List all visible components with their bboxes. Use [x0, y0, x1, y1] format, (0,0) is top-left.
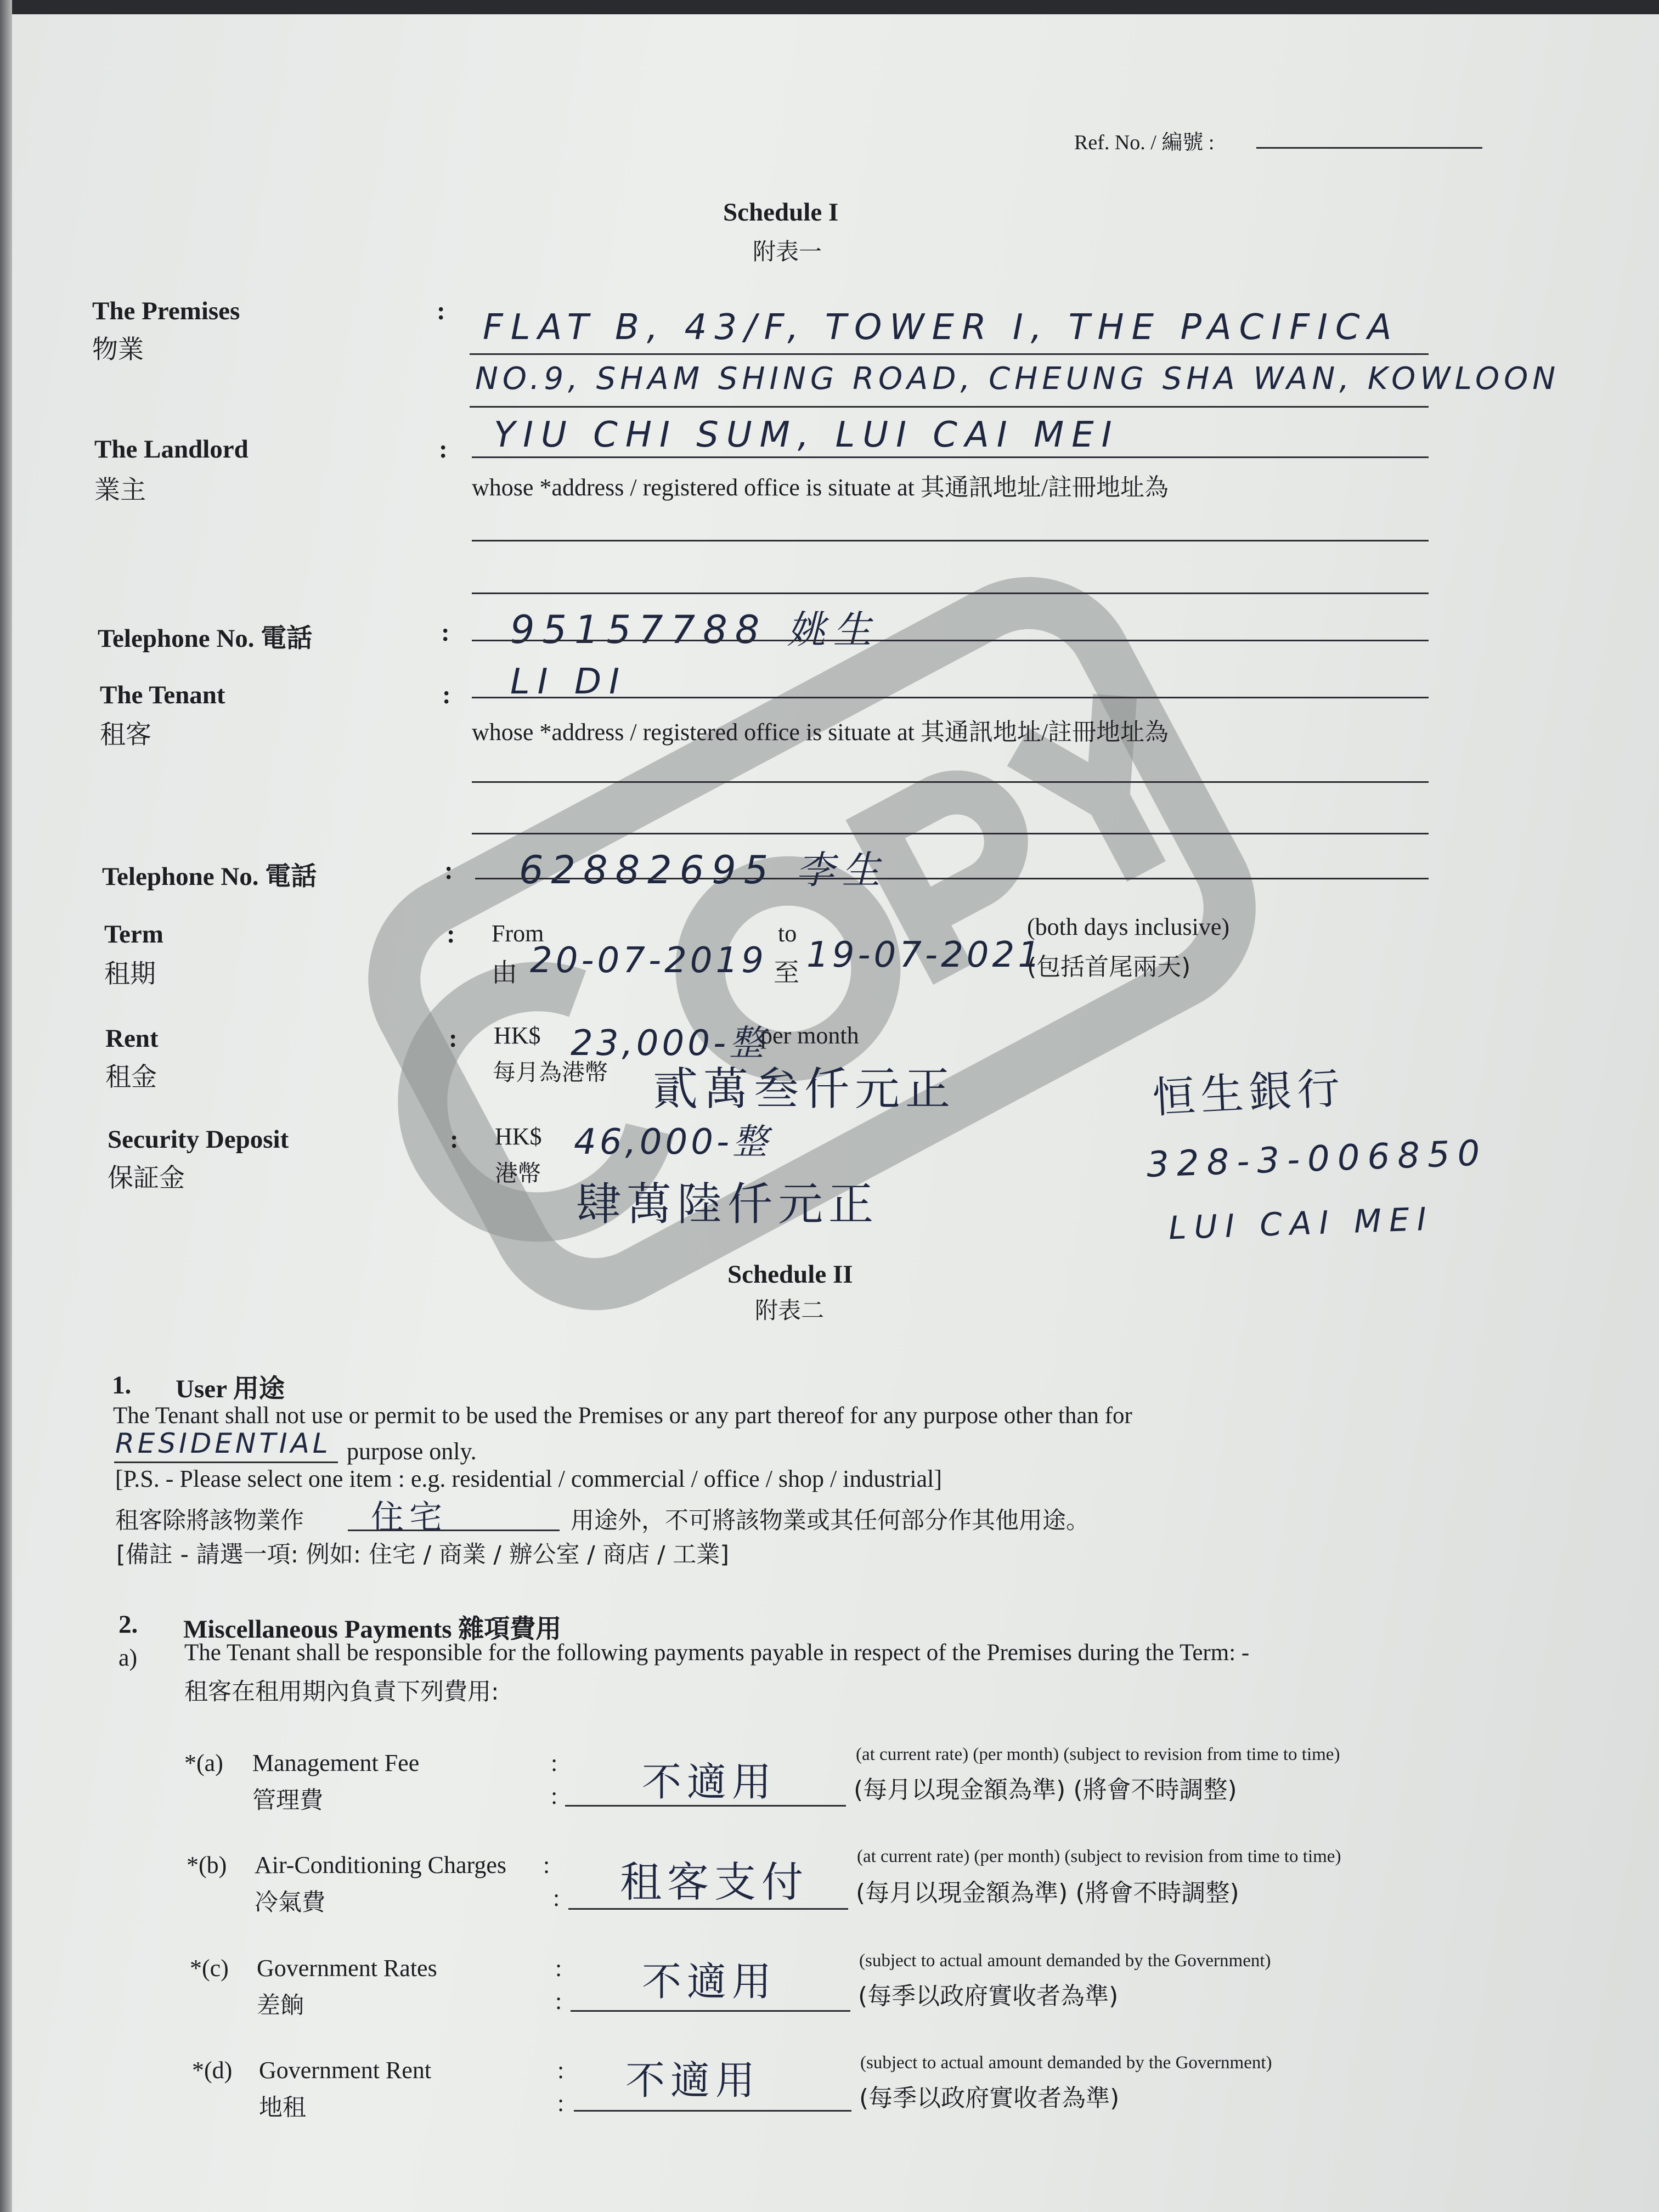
misc-item-key: *(a)	[184, 1750, 223, 1776]
misc-item-underline	[574, 2110, 851, 2112]
premises-line-2: NO.9, SHAM SHING ROAD, CHEUNG SHA WAN, KOWLOON	[475, 361, 1560, 397]
tenant-address-line-1	[472, 781, 1429, 783]
schedule-2-title: Schedule II	[727, 1260, 853, 1289]
term-to-zh: 至	[774, 958, 799, 988]
term-colon: :	[447, 920, 455, 949]
misc-item-colon-2: :	[553, 1884, 560, 1911]
ref-no-label: Ref. No. / 編號 :	[1074, 131, 1215, 154]
user-text-2: purpose only.	[347, 1438, 477, 1465]
ref-no-line	[1256, 147, 1482, 149]
premises-line-1: FLAT B, 43/F, TOWER I, THE PACIFICA	[483, 307, 1400, 348]
rent-colon: :	[449, 1024, 458, 1053]
term-label: Term	[104, 920, 163, 949]
tenant-address-line-2	[472, 833, 1429, 834]
term-inclusive-zh: (包括首尾兩天)	[1027, 953, 1191, 981]
term-from-label: From	[492, 920, 544, 947]
landlord-address-line-1	[472, 540, 1429, 541]
misc-item-label-zh: 差餉	[257, 1992, 304, 2019]
tenant-phone-underline	[475, 878, 1429, 879]
misc-number: 2.	[119, 1610, 138, 1639]
misc-item-colon-2: :	[555, 1988, 562, 2015]
deposit-colon: :	[450, 1125, 459, 1154]
rent-amount: 23,000-整	[571, 1023, 768, 1064]
landlord-label-zh: 業主	[94, 475, 146, 505]
deposit-amount-words: 肆萬陸仟元正	[576, 1178, 879, 1231]
user-number: 1.	[112, 1371, 132, 1400]
user-zh-text-2: 用途外，不可將該物業或其任何部分作其他用途。	[571, 1507, 1090, 1534]
term-label-zh: 租期	[104, 959, 156, 989]
misc-item-label-zh: 地租	[259, 2094, 306, 2121]
tenant-label: The Tenant	[100, 681, 225, 709]
term-inclusive: (both days inclusive)	[1027, 913, 1230, 940]
premises-colon: :	[437, 297, 445, 325]
user-zh-purpose: 住宅	[371, 1498, 448, 1537]
user-heading: User 用途	[176, 1375, 285, 1403]
misc-item-note-zh: (每季以政府實收者為準)	[858, 1982, 1119, 2010]
user-purpose-value: RESIDENTIAL	[115, 1427, 331, 1459]
misc-item-colon-2: :	[557, 2090, 565, 2117]
user-zh-text-1: 租客除將該物業作	[115, 1507, 304, 1534]
tenant-underline	[472, 697, 1429, 698]
bank-account-note: 328-3-006850	[1146, 1133, 1488, 1186]
rent-per-month: per month	[760, 1022, 859, 1049]
schedule-1-title-zh: 附表一	[753, 238, 822, 265]
tenant-phone-label: Telephone No. 電話	[102, 862, 317, 891]
term-to-value: 19-07-2021	[806, 935, 1043, 975]
misc-item-label: Air-Conditioning Charges	[255, 1852, 507, 1878]
tenant-colon: :	[442, 681, 451, 709]
misc-item-label: Management Fee	[252, 1750, 420, 1776]
premises-underline-2	[470, 406, 1429, 408]
screen-top-edge	[0, 0, 1659, 14]
user-zh-ps: [備註 - 請選一項: 例如: 住宅 / 商業 / 辦公室 / 商店 / 工業]	[116, 1541, 730, 1568]
misc-item-colon: :	[557, 2057, 565, 2084]
term-to-label: to	[778, 920, 797, 947]
misc-item-note-zh: (每季以政府實收者為準)	[859, 2084, 1120, 2112]
premises-label-zh: 物業	[92, 335, 144, 365]
misc-item-label-zh: 冷氣費	[255, 1889, 325, 1916]
rent-amount-words: 貳萬叁仟元正	[653, 1063, 956, 1115]
misc-item-value: 不適用	[642, 1959, 777, 2005]
misc-item-note: (at current rate) (per month) (subject to revision from time to time)	[856, 1745, 1340, 1764]
deposit-label: Security Deposit	[108, 1125, 289, 1154]
tenant-phone-value: 62882695 李生	[519, 848, 888, 893]
misc-item-note: (at current rate) (per month) (subject to revision from time to time)	[857, 1847, 1341, 1866]
misc-item-label: Government Rent	[259, 2057, 432, 2084]
misc-item-value: 租客支付	[620, 1858, 809, 1906]
misc-item-colon: :	[551, 1750, 558, 1776]
user-zh-purpose-underline	[348, 1530, 560, 1531]
term-from-zh: 由	[492, 958, 517, 988]
misc-item-note: (subject to actual amount demanded by the Government)	[860, 2053, 1272, 2073]
premises-label: The Premises	[92, 297, 240, 325]
schedule-1-title: Schedule I	[723, 198, 839, 227]
misc-item-key: *(b)	[187, 1852, 227, 1878]
screen-left-edge	[0, 0, 12, 2212]
misc-item-value: 不適用	[642, 1759, 777, 1805]
misc-sub: a)	[119, 1644, 138, 1671]
premises-underline-1	[470, 353, 1429, 355]
rent-currency: HK$	[494, 1022, 541, 1049]
user-text-1: The Tenant shall not use or permit to be used the Premises or any part thereof for any purpose other than for	[113, 1403, 1132, 1429]
term-from-value: 20-07-2019	[530, 940, 767, 981]
landlord-phone-label: Telephone No. 電話	[98, 624, 313, 653]
deposit-amount: 46,000-整	[574, 1122, 771, 1163]
landlord-label: The Landlord	[94, 435, 249, 464]
rent-label-zh: 租金	[105, 1062, 157, 1092]
tenant-label-zh: 租客	[100, 720, 151, 750]
landlord-phone-underline	[472, 640, 1429, 641]
user-purpose-underline	[114, 1462, 338, 1463]
user-ps: [P.S. - Please select one item : e.g. residential / commercial / office / shop / industrial]	[115, 1465, 943, 1492]
misc-item-underline	[565, 1805, 846, 1807]
schedule-2-title-zh: 附表二	[755, 1297, 825, 1324]
landlord-colon: :	[439, 435, 448, 464]
misc-item-colon: :	[543, 1852, 550, 1878]
landlord-phone-colon: :	[441, 618, 450, 647]
rent-currency-zh: 每月為港幣	[493, 1059, 608, 1086]
landlord-name: YIU CHI SUM, LUI CAI MEI	[494, 415, 1120, 455]
deposit-currency-zh: 港幣	[495, 1160, 541, 1187]
misc-item-key: *(c)	[190, 1955, 229, 1982]
misc-item-key: *(d)	[192, 2057, 233, 2084]
misc-item-label: Government Rates	[257, 1955, 437, 1982]
tenant-address-text: whose *address / registered office is situate at 其通訊地址/註冊地址為	[472, 719, 1169, 746]
tenant-name: LI DI	[510, 662, 628, 702]
misc-item-colon: :	[555, 1955, 562, 1982]
bank-name-note: 恒生銀行	[1151, 1063, 1347, 1124]
bank-holder-note: LUI CAI MEI	[1167, 1200, 1435, 1247]
misc-item-note-zh: (每月以現金額為準) (將會不時調整)	[856, 1879, 1239, 1907]
deposit-label-zh: 保証金	[108, 1163, 185, 1193]
deposit-currency: HK$	[495, 1123, 542, 1150]
misc-heading: Miscellaneous Payments 雜項費用	[183, 1615, 562, 1644]
tenant-phone-colon: :	[444, 856, 453, 885]
misc-item-note-zh: (每月以現金額為準) (將會不時調整)	[854, 1776, 1237, 1804]
misc-item-label-zh: 管理費	[252, 1787, 323, 1814]
misc-item-value: 不適用	[625, 2057, 761, 2103]
landlord-address-text: whose *address / registered office is situate at 其通訊地址/註冊地址為	[472, 474, 1169, 501]
misc-item-note: (subject to actual amount demanded by the Government)	[859, 1951, 1271, 1971]
landlord-underline	[472, 456, 1429, 458]
misc-item-underline	[571, 2010, 850, 2012]
misc-text: The Tenant shall be responsible for the following payments payable in respect of the Premises during the Term: -	[184, 1640, 1250, 1666]
misc-item-underline	[568, 1908, 848, 1910]
landlord-address-line-2	[472, 592, 1429, 594]
misc-text-zh: 租客在租用期內負責下列費用:	[184, 1678, 499, 1706]
rent-label: Rent	[105, 1024, 159, 1053]
misc-item-colon-2: :	[551, 1782, 558, 1809]
landlord-phone-value: 95157788 姚生	[510, 607, 879, 652]
